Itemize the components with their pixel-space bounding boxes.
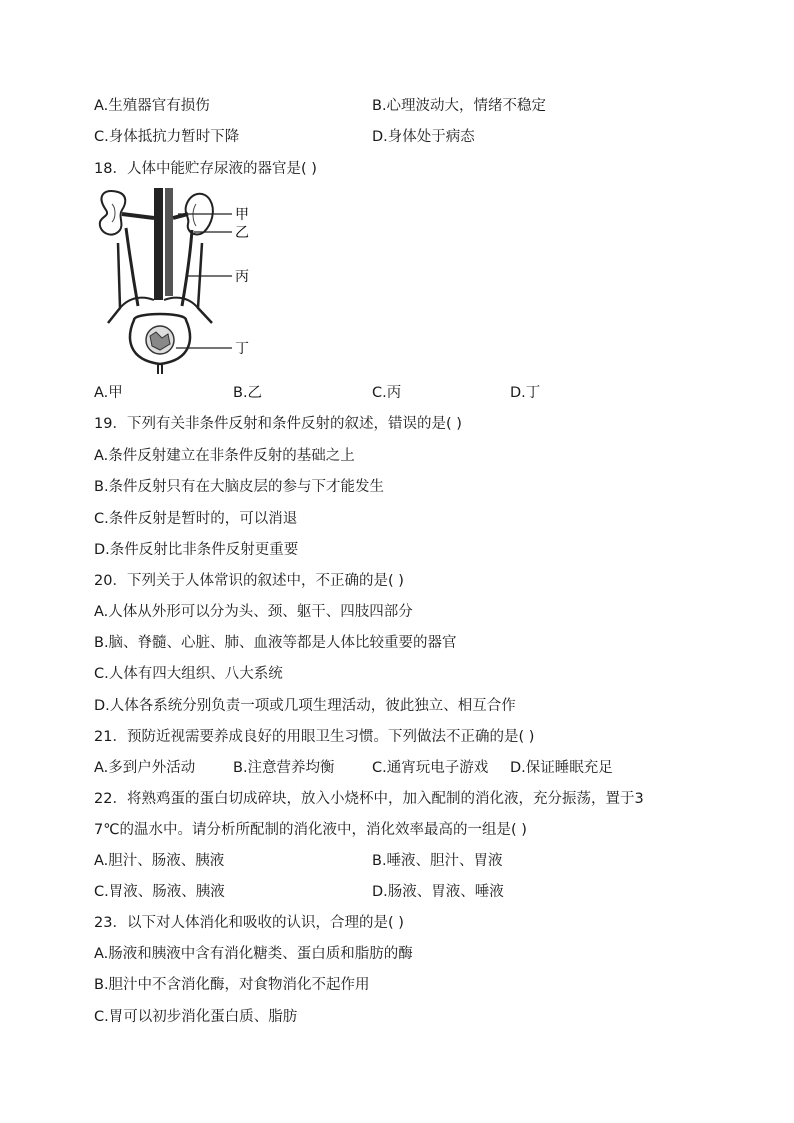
q21-option-c: C.通宵玩电子游戏: [372, 760, 489, 776]
q18-stem: 18．人体中能贮存尿液的器官是( ): [94, 161, 317, 177]
label-ding: 丁: [235, 341, 249, 357]
q17-option-c: C.身体抵抗力暂时下降: [94, 129, 240, 145]
q22-option-d: D.肠液、胃液、唾液: [372, 884, 504, 900]
q21-option-a: A.多到户外活动: [94, 760, 196, 776]
q17-option-b: B.心理波动大，情绪不稳定: [372, 98, 547, 114]
label-jia: 甲: [235, 207, 249, 223]
aorta: [154, 188, 163, 300]
left-renal-vessel: [122, 214, 154, 218]
q19-stem: 19．下列有关非条件反射和条件反射的叙述，错误的是( ): [94, 416, 462, 432]
urethra: [158, 364, 162, 374]
vena-cava: [165, 188, 173, 296]
q17-option-a: A.生殖器官有损伤: [94, 98, 210, 114]
q23-option-a: A.肠液和胰液中含有消化糖类、蛋白质和脂肪的酶: [94, 946, 413, 962]
q19-option-d: D.条件反射比非条件反射更重要: [94, 542, 299, 558]
q20-option-b: B.脑、脊髓、心脏、肺、血液等都是人体比较重要的器官: [94, 635, 457, 651]
right-ureter: [182, 230, 192, 306]
label-yi: 乙: [235, 225, 249, 241]
label-bing: 丙: [235, 269, 249, 285]
q19-option-b: B.条件反射只有在大脑皮层的参与下才能发生: [94, 479, 385, 495]
q18-option-c: C.丙: [372, 385, 402, 401]
q23-stem: 23．以下对人体消化和吸收的认识，合理的是( ): [94, 915, 404, 931]
urinary-system-diagram: [94, 188, 269, 378]
q23-option-c: C.胃可以初步消化蛋白质、脂肪: [94, 1009, 298, 1025]
left-kidney: [100, 191, 125, 235]
urinary-system-figure: [94, 188, 269, 378]
q21-option-b: B.注意营养均衡: [233, 760, 335, 776]
q19-option-a: A.条件反射建立在非条件反射的基础之上: [94, 448, 355, 464]
q21-option-d: D.保证睡眠充足: [510, 760, 613, 776]
q20-option-c: C.人体有四大组织、八大系统: [94, 666, 283, 682]
right-renal-vessel: [173, 214, 188, 218]
q22-option-a: A.胆汁、肠液、胰液: [94, 853, 225, 869]
q22-option-b: B.唾液、胆汁、胃液: [372, 853, 503, 869]
q20-option-d: D.人体各系统分别负责一项或几项生理活动，彼此独立、相互合作: [94, 698, 516, 714]
q20-stem: 20．下列关于人体常识的叙述中，不正确的是( ): [94, 573, 404, 589]
q17-option-d: D.身体处于病态: [372, 129, 475, 145]
q22-stem-line2: 7℃的温水中。请分析所配制的消化液中，消化效率最高的一组是( ): [94, 822, 527, 838]
left-ureter: [126, 228, 138, 306]
q18-option-d: D.丁: [510, 385, 541, 401]
q21-stem: 21．预防近视需要养成良好的用眼卫生习惯。下列做法不正确的是( ): [94, 729, 535, 745]
q18-option-a: A.甲: [94, 385, 123, 401]
q22-stem-line1: 22．将熟鸡蛋的蛋白切成碎块，放入小烧杯中，加入配制的消化液，充分振荡，置于3: [94, 791, 644, 807]
q18-option-b: B.乙: [233, 385, 263, 401]
q19-option-c: C.条件反射是暂时的，可以消退: [94, 511, 298, 527]
q23-option-b: B.胆汁中不含消化酶，对食物消化不起作用: [94, 977, 370, 993]
q20-option-a: A.人体从外形可以分为头、颈、躯干、四肢四部分: [94, 604, 413, 620]
q22-option-c: C.胃液、肠液、胰液: [94, 884, 225, 900]
